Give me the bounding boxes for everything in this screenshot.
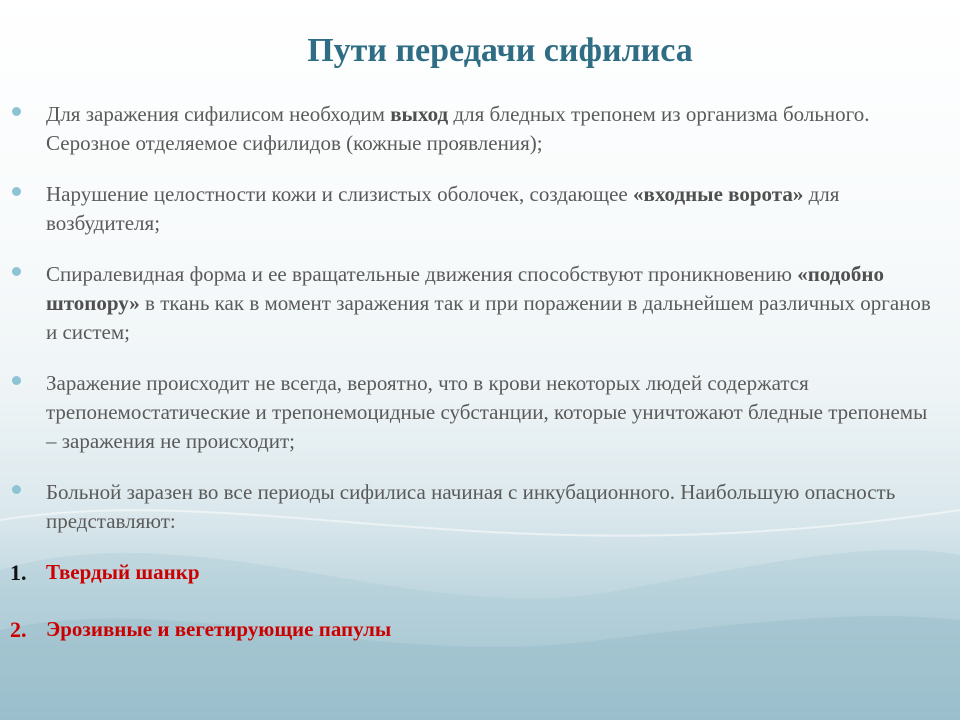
slide-content (10, 100, 940, 672)
bullet-item (10, 100, 940, 158)
numbered-item-text: Эрозивные и вегетирующие папулы (46, 617, 392, 641)
bullet-dot-icon (12, 267, 21, 276)
bullet-item (10, 180, 940, 238)
bullet-emphasis: «подобно штопору» (46, 262, 884, 315)
bullet-item (10, 369, 940, 456)
numbered-item (10, 615, 940, 644)
bullet-text: в ткань как в момент заражения так и при поражении в дальнейшем различных органов и систем; (46, 291, 931, 344)
bullet-dot-icon (12, 376, 21, 385)
bullet-text: Нарушение целостности кожи и слизистых оболочек, создающее (46, 182, 634, 206)
bullet-item (10, 260, 940, 347)
bullet-text: для бледных трепонем из организма больного. Серозное отделяемое сифилидов (кожные проявления); (46, 102, 870, 155)
numbered-item-text: Твердый шанкр (46, 560, 200, 584)
bullet-dot-icon (12, 187, 21, 196)
bullet-text: для возбудителя; (46, 182, 840, 235)
bullet-item (10, 478, 940, 536)
bullet-text: Спиралевидная форма и ее вращательные движения способствуют проникновению (46, 262, 798, 286)
bullet-dot-icon (12, 107, 21, 116)
bullet-emphasis: выход (390, 102, 449, 126)
bullet-dot-icon (12, 485, 21, 494)
item-number: 1. (10, 560, 27, 585)
numbered-item (10, 558, 940, 587)
bullet-emphasis: «входные ворота» (633, 182, 804, 206)
item-number: 2. (10, 617, 27, 642)
bullet-text: Для заражения сифилисом необходим (46, 102, 391, 126)
bullet-text: Больной заразен во все периоды сифилиса начиная с инкубационного. Наибольшую опасность представляют: (46, 480, 896, 533)
slide-title: Пути передачи сифилиса (307, 32, 693, 69)
bullet-text: Заражение происходит не всегда, вероятно, что в крови некоторых людей содержатся трепонемостатические и трепонемоцидные субстанции, которые уничтожают бледные трепонемы – заражения не происходит; (46, 371, 928, 453)
